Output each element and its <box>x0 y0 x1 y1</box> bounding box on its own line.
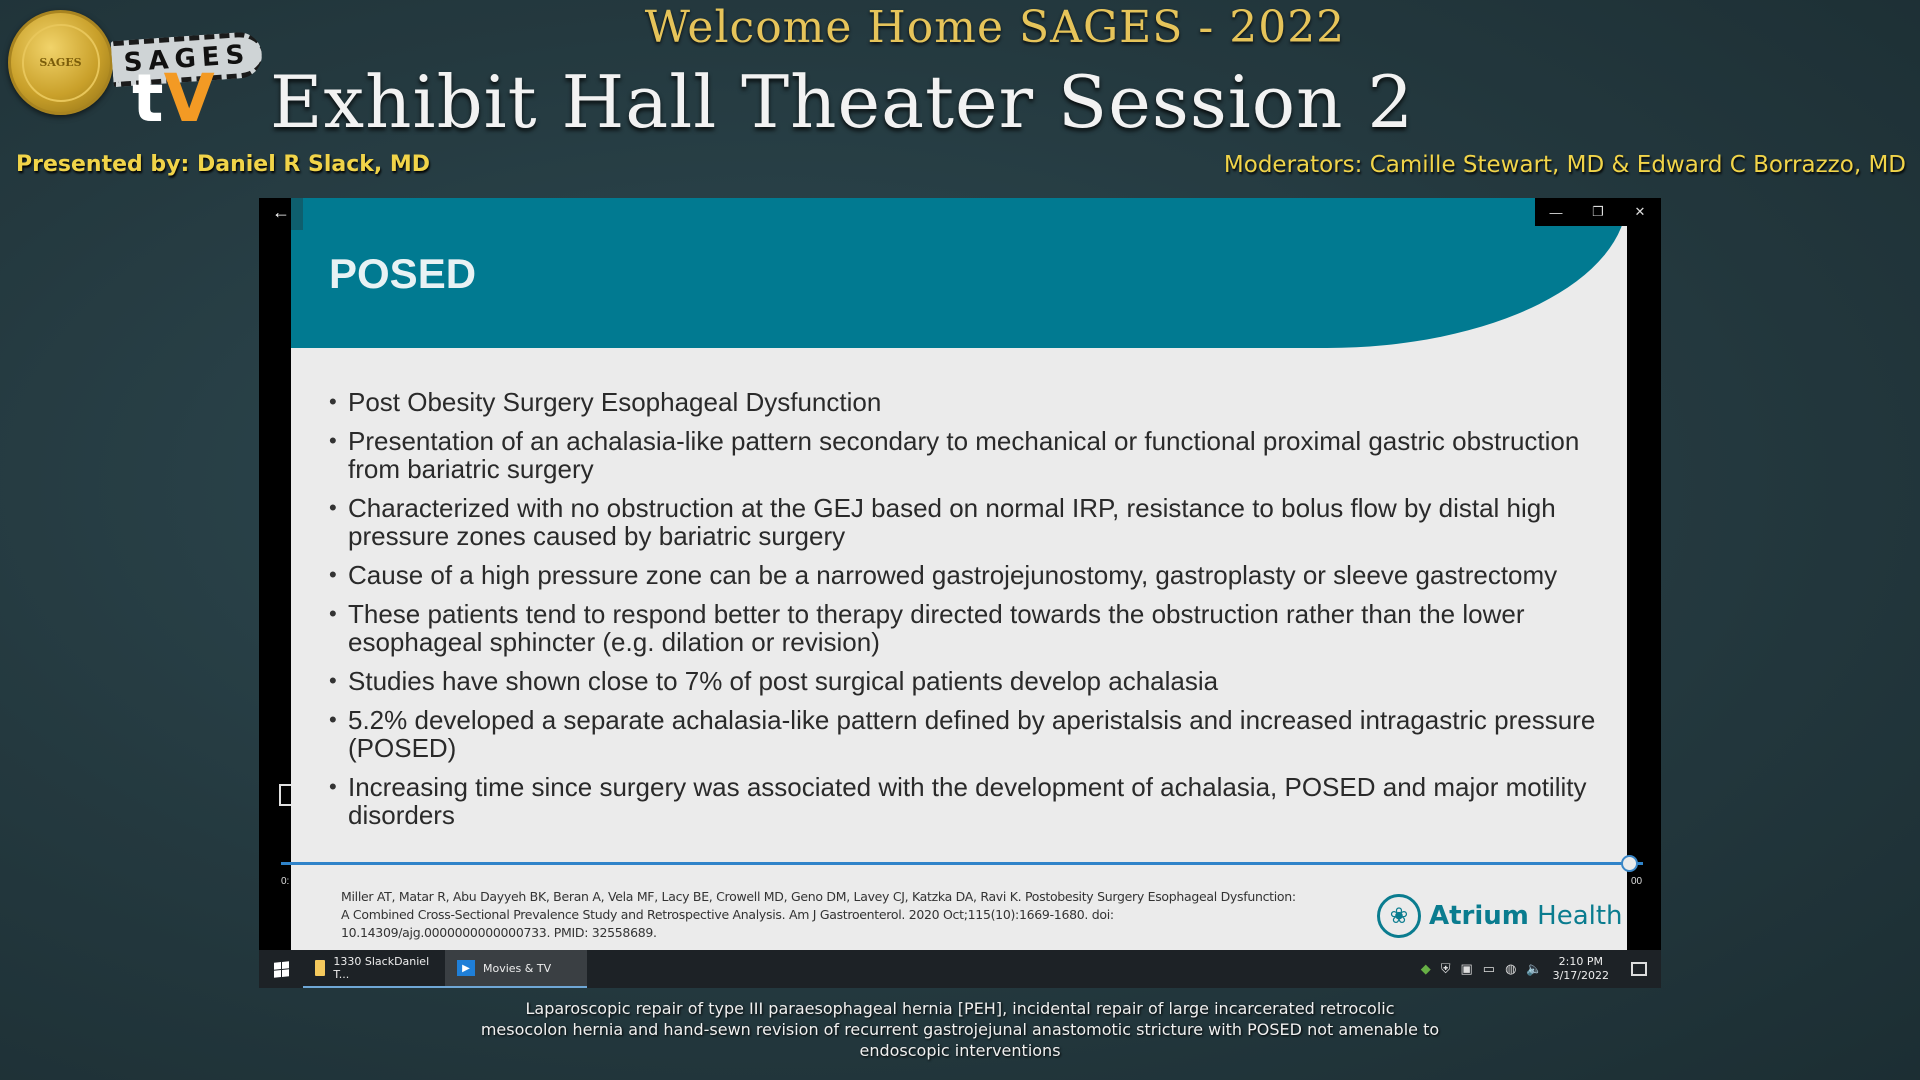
start-button[interactable] <box>259 950 303 988</box>
tv-wordmark <box>132 60 215 137</box>
action-center-icon[interactable] <box>1631 962 1647 976</box>
close-button[interactable]: ✕ <box>1634 204 1646 219</box>
bullet-item: • Studies have shown close to 7% of post surgical patients develop achalasia <box>329 667 1599 695</box>
bullet-item: • Characterized with no obstruction at the GEJ based on normal IRP, resistance to bolus flow by distal high pressure zones caused by bariatric surgery <box>329 494 1599 550</box>
taskbar-item-movies-tv[interactable] <box>445 950 587 988</box>
restore-button[interactable]: ❐ <box>1592 204 1604 219</box>
security-shield-icon[interactable]: ⛨ <box>1440 961 1451 976</box>
back-button[interactable]: ← <box>272 201 290 222</box>
tv-v: V <box>163 60 215 137</box>
atrium-wordmark <box>1429 901 1623 931</box>
bullet-item: • Presentation of an achalasia-like pattern secondary to mechanical or functional proximal gastric obstruction from bariatric surgery <box>329 427 1599 483</box>
elapsed-time: 0: <box>281 876 290 887</box>
taskbar-item-label: 1330 SlackDaniel T... <box>333 955 430 981</box>
system-tray <box>1421 950 1661 988</box>
shared-screen <box>259 198 1661 988</box>
clock-date: 3/17/2022 <box>1552 969 1609 982</box>
atrium-light: Health <box>1537 901 1623 931</box>
battery-icon[interactable]: ▭ <box>1482 961 1496 976</box>
video-description: Laparoscopic repair of type III paraesophageal hernia [PEH], incidental repair of large incarcerated retrocolic mesocolon hernia and hand-sewn revision of recurrent gastrojejunal anastomotic stricture with POSED not amenable to endoscopic interventions <box>480 999 1440 1060</box>
minimize-button[interactable]: — <box>1549 204 1563 220</box>
citation-text: Miller AT, Matar R, Abu Dayyeh BK, Beran A, Vela MF, Lacy BE, Crowell MD, Geno DM, Lavey CJ, Katzka DA, Ravi K. Postobesity Surgery Esophageal Dysfunction: A Combined Cross-Sectional Prevalence Study and Retrospective Analysis. Am J Gastroenterol. 2020 Oct;115(10):1669-1680. doi: 10.14309/ajg.0000000000000733. PMID: 32558689. <box>341 889 1296 940</box>
bullet-item: • Cause of a high pressure zone can be a narrowed gastrojejunostomy, gastroplasty or sleeve gastrectomy <box>329 561 1599 589</box>
bullet-item: • These patients tend to respond better to therapy directed towards the obstruction rather than the lower esophageal sphincter (e.g. dilation or revision) <box>329 600 1599 656</box>
seek-bar[interactable] <box>281 862 1643 865</box>
bullet-list <box>329 388 1599 840</box>
slide-header-band <box>291 198 1627 348</box>
slide-title: POSED <box>329 250 477 297</box>
taskbar-item-file-explorer[interactable] <box>303 950 445 988</box>
captions-icon[interactable] <box>279 784 291 806</box>
welcome-text: Welcome Home SAGES - 2022 <box>644 2 1346 53</box>
atrium-tree-icon: ❀ <box>1377 894 1421 938</box>
bullet-item: • Increasing time since surgery was associated with the development of achalasia, POSED and major motility disorders <box>329 773 1599 829</box>
presenter-label: Presented by: Daniel R Slack, MD <box>16 152 431 177</box>
folder-icon <box>315 960 325 976</box>
atrium-health-logo <box>1377 894 1623 938</box>
network-globe-icon[interactable]: ◍ <box>1505 961 1517 976</box>
total-time: 00 <box>1631 876 1643 887</box>
bullet-item: • Post Obesity Surgery Esophageal Dysfunction <box>329 388 1599 416</box>
taskbar-item-label: Movies & TV <box>483 961 552 975</box>
system-clock[interactable] <box>1553 955 1609 983</box>
windows-logo-icon <box>274 961 289 978</box>
seal-text: SAGES <box>22 24 100 102</box>
session-title: Exhibit Hall Theater Session 2 <box>270 60 1415 144</box>
clock-time: 2:10 PM <box>1558 955 1603 968</box>
windows-taskbar <box>259 950 1661 988</box>
moderators-label: Moderators: Camille Stewart, MD & Edward C Borrazzo, MD <box>1223 152 1906 178</box>
movies-tv-icon: ▶ <box>457 960 475 976</box>
tv-t: t <box>132 60 164 137</box>
nvidia-icon[interactable]: ◆ <box>1420 961 1431 976</box>
seek-handle[interactable] <box>1621 855 1638 872</box>
presentation-slide <box>291 198 1627 950</box>
volume-icon[interactable]: 🔈 <box>1526 961 1543 976</box>
app-tray-icon[interactable]: ▣ <box>1460 961 1473 976</box>
bullet-item: • 5.2% developed a separate achalasia-like pattern defined by aperistalsis and increased intragastric pressure (POSED) <box>329 706 1599 762</box>
atrium-bold: Atrium <box>1429 901 1529 931</box>
welcome-banner <box>0 2 1920 53</box>
window-controls <box>1535 198 1661 226</box>
film-strip-icon: SAGES <box>111 31 264 87</box>
